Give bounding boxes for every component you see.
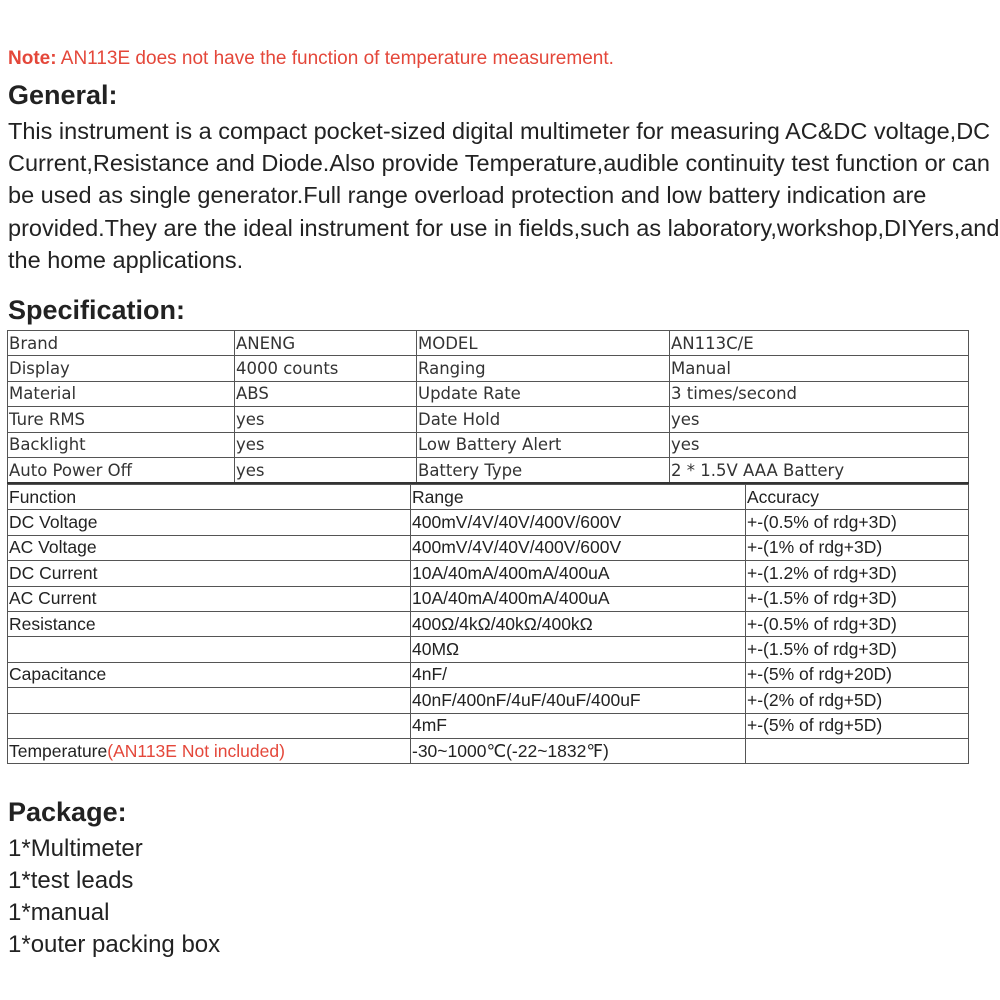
spec-function-table [7,484,969,764]
function-accuracy: +-(5% of rdg+5D) [746,713,969,738]
package-item: 1*Multimeter [8,835,143,862]
spec-label: Battery Type [417,457,670,483]
temperature-label: Temperature [9,740,108,761]
spec-label: Backlight [8,432,235,457]
spec-label: Ranging [417,356,670,381]
general-heading: General: [8,80,118,110]
function-accuracy: +-(1.5% of rdg+3D) [746,637,969,662]
package-item: 1*outer packing box [8,931,221,958]
function-range: 10A/40mA/400mA/400uA [411,561,746,586]
function-name: AC Current [8,586,411,611]
spec-info-row [8,432,969,457]
spec-value: 3 times/second [670,381,969,406]
spec-value: 4000 counts [235,356,417,381]
function-accuracy: +-(2% of rdg+5D) [746,688,969,713]
spec-info-row [8,331,969,356]
function-row [8,535,969,560]
spec-label: Material [8,381,235,406]
spec-label: Update Rate [417,381,670,406]
function-accuracy [746,738,969,763]
spec-info-row [8,356,969,381]
function-row [8,688,969,713]
function-range: 4nF/ [411,662,746,687]
function-name [8,637,411,662]
temperature-exclusion-note: (AN113E Not included) [107,740,285,761]
function-range: 10A/40mA/400mA/400uA [411,586,746,611]
spec-value: yes [235,407,417,432]
spec-info-row [8,381,969,406]
function-row [8,713,969,738]
function-name [8,688,411,713]
function-name: Resistance [8,611,411,636]
function-name: DC Voltage [8,510,411,535]
function-accuracy: +-(5% of rdg+20D) [746,662,969,687]
function-range: 40nF/400nF/4uF/40uF/400uF [411,688,746,713]
spec-value: yes [235,457,417,483]
note-text: AN113E does not have the function of temperature measurement. [56,48,614,69]
header-accuracy: Accuracy [746,485,969,510]
function-accuracy: +-(1% of rdg+3D) [746,535,969,560]
spec-label: Brand [8,331,235,356]
temperature-row [8,738,969,763]
spec-label: Date Hold [417,407,670,432]
function-range: 400mV/4V/40V/400V/600V [411,510,746,535]
spec-label: Auto Power Off [8,457,235,483]
function-range: -30~1000℃(-22~1832℉) [411,738,746,763]
function-name: DC Current [8,561,411,586]
function-name [8,713,411,738]
note-label: Note: [8,48,57,69]
header-range: Range [411,485,746,510]
note-line [8,48,614,70]
function-name: AC Voltage [8,535,411,560]
function-row [8,561,969,586]
function-row [8,586,969,611]
function-name [8,738,411,763]
function-accuracy: +-(1.5% of rdg+3D) [746,586,969,611]
function-accuracy: +-(1.2% of rdg+3D) [746,561,969,586]
spec-label: MODEL [417,331,670,356]
specification-heading: Specification: [8,295,186,325]
spec-info-row [8,457,969,483]
function-range: 400mV/4V/40V/400V/600V [411,535,746,560]
spec-value: yes [670,432,969,457]
spec-value: ANENG [235,331,417,356]
function-accuracy: +-(0.5% of rdg+3D) [746,611,969,636]
general-description: This instrument is a compact pocket-sized digital multimeter for measuring AC&DC voltage,DC Current,Resistance and Diode.Also provide Temperature,audible continuity test function or can be used as single generator.Full range overload protection and low battery indication are provided.They are the ideal instrument for use in fields,such as laboratory,workshop,DIYers,and the home applications. [8,118,1000,273]
spec-value: 2 * 1.5V AAA Battery [670,457,969,483]
function-name: Capacitance [8,662,411,687]
spec-value: yes [235,432,417,457]
function-accuracy: +-(0.5% of rdg+3D) [746,510,969,535]
function-row [8,662,969,687]
spec-value: Manual [670,356,969,381]
spec-label: Ture RMS [8,407,235,432]
spec-info-row [8,407,969,432]
spec-value: yes [670,407,969,432]
function-row [8,510,969,535]
function-row [8,637,969,662]
header-function: Function [8,485,411,510]
package-list [8,833,220,961]
function-header-row [8,485,969,510]
spec-info-table [7,330,969,484]
package-item: 1*manual [8,899,110,926]
spec-label: Display [8,356,235,381]
function-range: 4mF [411,713,746,738]
spec-value: ABS [235,381,417,406]
function-row [8,611,969,636]
spec-value: AN113C/E [670,331,969,356]
package-item: 1*test leads [8,867,134,894]
package-heading: Package: [8,797,127,827]
function-range: 40MΩ [411,637,746,662]
spec-label: Low Battery Alert [417,432,670,457]
function-range: 400Ω/4kΩ/40kΩ/400kΩ [411,611,746,636]
